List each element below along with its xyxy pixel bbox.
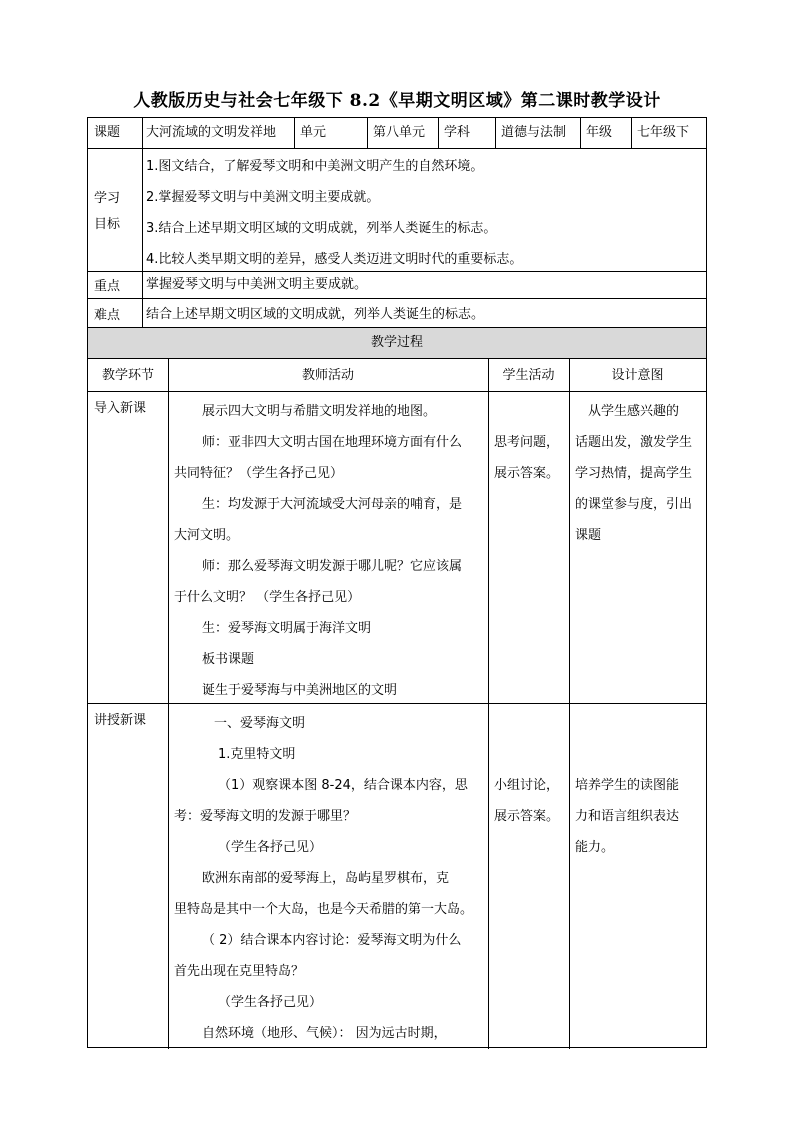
- intent-line: 力和语言组织表达: [575, 809, 680, 824]
- stage-name: 导入新课: [94, 401, 147, 416]
- difficulty-text: 结合上述早期文明区域的文明成就，列举人类诞生的标志。: [146, 307, 485, 322]
- stage-name: 讲授新课: [94, 713, 147, 728]
- teacher-line: 自然环境（地形、气候）： 因为远古时期，: [202, 1026, 447, 1041]
- teacher-line: （学生各抒己见）: [218, 995, 323, 1010]
- objectives-label-2: 目标: [94, 217, 121, 232]
- teacher-line: 考：爱琴海文明的发源于哪里？: [174, 809, 357, 824]
- intent-line: 能力。: [575, 840, 615, 855]
- document-title: 人教版历史与社会七年级下 8.2《早期文明区域》第二课时教学设计: [133, 91, 661, 111]
- teacher-line: 板书课题: [202, 652, 255, 667]
- teacher-line: 生：均发源于大河流域受大河母亲的哺育，是: [202, 497, 463, 512]
- objective-item: 4.比较人类早期文明的差异，感受人类迈进文明时代的重要标志。: [146, 252, 523, 267]
- student-line: 思考问题，: [494, 435, 560, 450]
- teacher-line: 共同特征？（学生各抒己见）: [174, 466, 344, 481]
- student-line: 小组讨论，: [494, 778, 560, 793]
- teacher-line: 展示四大文明与希腊文明发祥地的地图。: [202, 404, 437, 419]
- process-header: 教学过程: [370, 335, 423, 350]
- intent-line: 课题: [575, 528, 602, 543]
- objective-item: 2.掌握爱琴文明与中美洲文明主要成就。: [146, 190, 380, 205]
- teacher-line: 于什么文明？ （学生各抒己见）: [174, 590, 361, 605]
- key-point-text: 掌握爱琴文明与中美洲文明主要成就。: [146, 277, 368, 292]
- column-header-intent: 设计意图: [611, 368, 664, 383]
- column-header-teacher: 教师活动: [301, 368, 354, 383]
- column-header-stage: 教学环节: [101, 368, 154, 383]
- objective-item: 1.图文结合，了解爱琴文明和中美洲文明产生的自然环境。: [146, 159, 484, 174]
- teacher-line: 首先出现在克里特岛？: [174, 964, 305, 979]
- lesson-plan-table: [87, 117, 707, 1048]
- key-point-label: 重点: [94, 279, 121, 294]
- unit-value: 第八单元: [373, 125, 426, 140]
- label-grade: 年级: [586, 125, 613, 140]
- objective-item: 3.结合上述早期文明区域的文明成就，列举人类诞生的标志。: [146, 221, 497, 236]
- difficulty-label: 难点: [94, 308, 121, 323]
- teacher-line: （1）观察课本图 8-24，结合课本内容，思: [218, 778, 468, 793]
- teacher-line: 诞生于爱琴海与中美洲地区的文明: [202, 683, 398, 698]
- label-topic: 课题: [94, 125, 121, 140]
- column-header-student: 学生活动: [502, 368, 555, 383]
- intent-line: 学习热情，提高学生: [575, 466, 693, 481]
- teacher-line: （学生各抒己见）: [218, 840, 323, 855]
- teacher-line: 生：爱琴海文明属于海洋文明: [202, 621, 372, 636]
- subject-value: 道德与法制: [501, 125, 567, 140]
- teacher-line: 1.克里特文明: [218, 747, 296, 762]
- teacher-line: 大河文明。: [174, 528, 240, 543]
- intent-line: 话题出发，激发学生: [575, 435, 693, 450]
- intent-line: 从学生感兴趣的: [588, 404, 680, 419]
- grade-value: 七年级下: [637, 125, 690, 140]
- teacher-line: 师：亚非四大文明古国在地理环境方面有什么: [202, 435, 463, 450]
- student-line: 展示答案。: [494, 466, 560, 481]
- objectives-label-1: 学习: [94, 191, 121, 206]
- topic-value: 大河流域的文明发祥地: [146, 125, 277, 140]
- teacher-line: 欧洲东南部的爱琴海上，岛屿星罗棋布，克: [202, 871, 450, 886]
- intent-line: 培养学生的读图能: [575, 778, 680, 793]
- teacher-line: （ 2）结合课本内容讨论：爱琴海文明为什么: [202, 933, 462, 948]
- teacher-line: 里特岛是其中一个大岛，也是今天希腊的第一大岛。: [174, 902, 474, 917]
- teacher-line: 一、爱琴海文明: [214, 716, 306, 731]
- label-unit: 单元: [300, 125, 327, 140]
- student-line: 展示答案。: [494, 809, 560, 824]
- teacher-line: 师：那么爱琴海文明发源于哪儿呢？它应该属: [202, 559, 463, 574]
- label-subject: 学科: [444, 125, 471, 140]
- intent-line: 的课堂参与度，引出: [575, 497, 693, 512]
